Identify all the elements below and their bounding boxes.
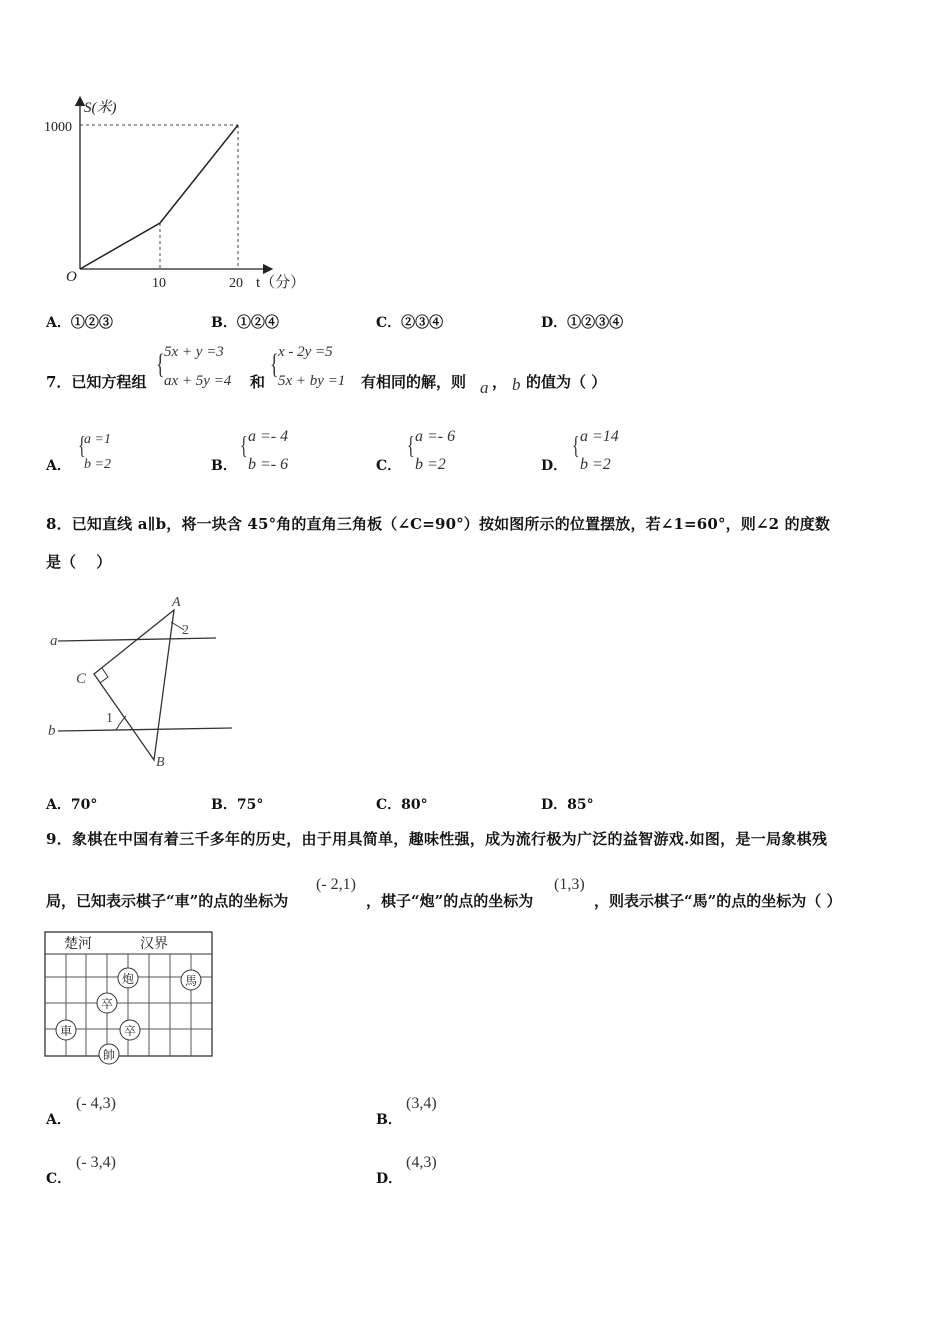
q8-option-d[interactable] [541,794,594,814]
triangle-abc [94,610,174,760]
graph-line [80,125,238,269]
option-letter: B． [211,797,237,813]
option-text: ②③④ [401,315,444,331]
right-angle-mark [100,668,108,683]
option-letter: A． [46,458,71,474]
option-text: ①②③ [70,315,113,331]
option-coord: (- 4,3) [76,1095,116,1112]
option-letter: C． [46,1171,72,1187]
q8-option-a[interactable] [46,794,97,814]
piece-zu-lower [120,1020,140,1040]
option-line1: a =- 6 [415,428,456,445]
label-line-b: b [48,723,56,739]
q6-option-b[interactable] [211,312,279,332]
piece-che [56,1020,76,1040]
q7-option-c[interactable] [376,428,516,478]
q8-option-b[interactable] [211,794,263,814]
q9-option-c[interactable] [46,1151,246,1191]
option-line2: b =2 [415,456,446,473]
q8-text-line1: 8．已知直线 a∥b，将一块含 45°角的直角三角板（∠C=90°）按如图所示的位置摆放，若∠1=60°，则∠2 的度数 [46,515,831,533]
q9-option-b[interactable] [376,1092,576,1132]
piece-label: 車 [59,1024,73,1038]
option-letter: D． [541,315,568,331]
piece-pao [118,968,138,988]
q7-sys2-eq1: x - 2y =5 [278,344,333,360]
q6-option-a[interactable] [46,312,113,332]
q7-var-a: a [480,378,489,397]
q7-var-b: b [512,375,521,394]
option-letter: D． [541,797,568,813]
label-vertex-c: C [76,671,87,687]
q7-mid: 和 [250,373,266,391]
q7-suffix1: 有相同的解，则 [361,373,467,391]
q6-option-c[interactable] [376,312,443,332]
label-vertex-a: A [172,595,181,610]
option-line1: a =- 4 [248,428,289,445]
option-letter: B． [211,315,237,331]
option-letter: D． [541,458,568,474]
piece-label: 卒 [100,997,114,1011]
option-brace: { [240,432,248,460]
piece-zu-upper [97,993,117,1013]
option-brace: { [407,432,415,460]
piece-shuai [99,1044,119,1064]
q8-text-line2: 是（ ） [46,553,112,571]
q7-option-a[interactable] [46,428,186,478]
q7-option-b[interactable] [211,428,351,478]
chess-board-figure [44,930,216,1070]
q9-text-line2b: ，棋子“炮”的点的坐标为 [366,892,534,910]
option-brace: { [572,432,580,460]
x-tick-20: 20 [229,276,243,291]
q7-sys2-brace: { [270,347,279,380]
label-angle-2: 2 [182,623,189,638]
option-line1: a =14 [580,428,619,445]
option-letter: D． [376,1171,403,1187]
q9-coord-pao: (1,3) [554,876,585,893]
q9-option-a[interactable] [46,1092,246,1132]
river-label-right: 汉界 [140,937,168,952]
x-tick-10: 10 [152,276,166,291]
q7-sys1-brace: { [156,347,165,380]
river-label-left: 楚河 [64,937,92,952]
q7-comma: ， [492,373,508,391]
option-text: 75° [236,797,264,813]
q9-text-line2c: ，则表示棋子“馬”的点的坐标为（ ） [594,892,842,910]
label-vertex-b: B [156,755,165,770]
y-axis-label: S(米) [84,100,117,116]
option-coord: (4,3) [406,1154,437,1171]
x-axis-label: t（分） [256,275,306,291]
q8-option-c[interactable] [376,794,428,814]
option-text: 85° [567,797,594,813]
option-line2: b =2 [580,456,611,473]
option-letter: A． [46,315,71,331]
option-letter: C． [376,315,402,331]
option-line2: b =2 [84,457,111,472]
q7-suffix2: 的值为（ ） [526,373,607,391]
q9-text-line2a: 局，已知表示棋子“車”的点的坐标为 [46,892,289,910]
option-letter: C． [376,458,402,474]
option-letter: B． [376,1112,402,1128]
q9-option-d[interactable] [376,1151,576,1191]
q7-option-d[interactable] [541,428,681,478]
q7-sys1-eq2: ax + 5y =4 [164,373,232,389]
line-b [58,728,232,731]
option-text: 70° [70,797,98,813]
q9-text-line1: 9．象棋在中国有着三千多年的历史，由于用具简单，趣味性强，成为流行极为广泛的益智游戏.如图，是一局象棋残 [46,830,828,848]
option-coord: (- 3,4) [76,1154,116,1171]
q6-option-d[interactable] [541,312,623,332]
option-letter: A． [46,1112,71,1128]
option-text: ①②④ [236,315,279,331]
option-brace: { [78,432,86,460]
label-angle-1: 1 [106,711,113,726]
distance-time-graph [40,95,320,295]
option-line2: b =- 6 [248,456,289,473]
q7-sys2-eq2: 5x + by =1 [278,373,346,389]
option-text: ①②③④ [567,315,624,331]
option-line1: a =1 [84,432,111,447]
angle1-arc [116,716,126,730]
q7-prefix: 7．已知方程组 [46,373,147,391]
origin-label: O [66,269,77,285]
y-tick-1000: 1000 [44,120,72,135]
option-letter: B． [211,458,237,474]
piece-label: 炮 [121,972,135,986]
q9-coord-che: (- 2,1) [316,876,356,893]
option-coord: (3,4) [406,1095,437,1112]
q7-sys1-eq1: 5x + y =3 [164,344,224,360]
piece-label: 卒 [123,1024,137,1038]
piece-label: 帥 [102,1048,116,1062]
option-text: 80° [401,797,428,813]
piece-ma [181,970,201,990]
triangle-parallel-figure [44,588,244,773]
label-line-a: a [50,633,58,649]
option-letter: A． [46,797,71,813]
option-letter: C． [376,797,402,813]
piece-label: 馬 [184,974,198,988]
